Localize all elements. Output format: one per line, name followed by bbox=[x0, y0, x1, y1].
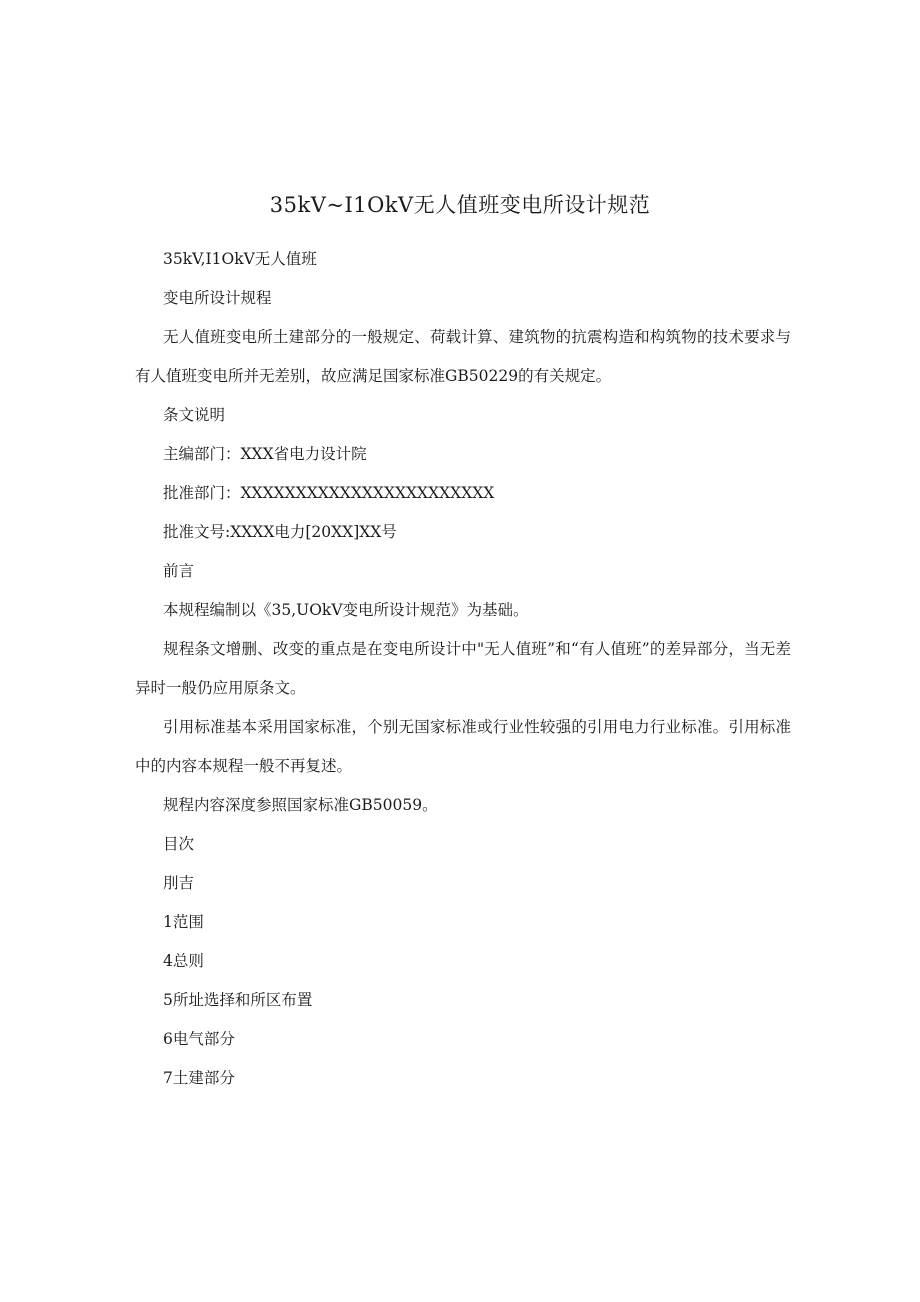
paragraph-subtitle-line-2: 变电所设计规程 bbox=[163, 289, 272, 307]
approving-department: 批准部门：XXXXXXXXXXXXXXXXXXXXXXX bbox=[163, 484, 495, 502]
document-body bbox=[135, 240, 791, 1098]
toc-item: 5所址选择和所区布置 bbox=[163, 991, 313, 1009]
heading-contents: 目次 bbox=[163, 835, 195, 853]
paragraph-revision-focus: 规程条文增删、改变的重点是在变电所设计中"无人值班”和“有人值班”的差异部分，当无差异时一般仍应用原条文。 bbox=[135, 640, 791, 697]
toc-item: 6电气部分 bbox=[163, 1030, 235, 1048]
heading-clause-explanation: 条文说明 bbox=[163, 406, 226, 424]
paragraph-subtitle-line-1: 35kV,I1OkV无人值班 bbox=[163, 250, 317, 268]
toc-item: 7土建部分 bbox=[163, 1069, 235, 1087]
toc-item: 1范围 bbox=[163, 913, 204, 931]
toc-item: 4总则 bbox=[163, 952, 204, 970]
approval-document-number: 批准文号:XXXX电力[20XX]XX号 bbox=[163, 523, 397, 541]
document-title: 35kV~I1OkV无人值班变电所设计规范 bbox=[269, 193, 651, 217]
heading-foreword: 前言 bbox=[163, 562, 195, 580]
paragraph-referenced-standards: 引用标准基本采用国家标准，个别无国家标准或行业性较强的引用电力行业标准。引用标准中的内容本规程一般不再复述。 bbox=[135, 718, 791, 775]
paragraph-basis: 本规程编制以《35,UOkV变电所设计规范》为基础。 bbox=[163, 601, 529, 619]
paragraph-civil-requirements: 无人值班变电所土建部分的一般规定、荷载计算、建筑物的抗震构造和构筑物的技术要求与有人值班变电所并无差别，故应满足国家标准GB50229的有关规定。 bbox=[135, 328, 791, 385]
editing-department: 主编部门：XXX省电力设计院 bbox=[163, 445, 367, 463]
paragraph-content-depth: 规程内容深度参照国家标准GB50059。 bbox=[163, 796, 438, 814]
toc-item: 刖吉 bbox=[163, 874, 195, 892]
